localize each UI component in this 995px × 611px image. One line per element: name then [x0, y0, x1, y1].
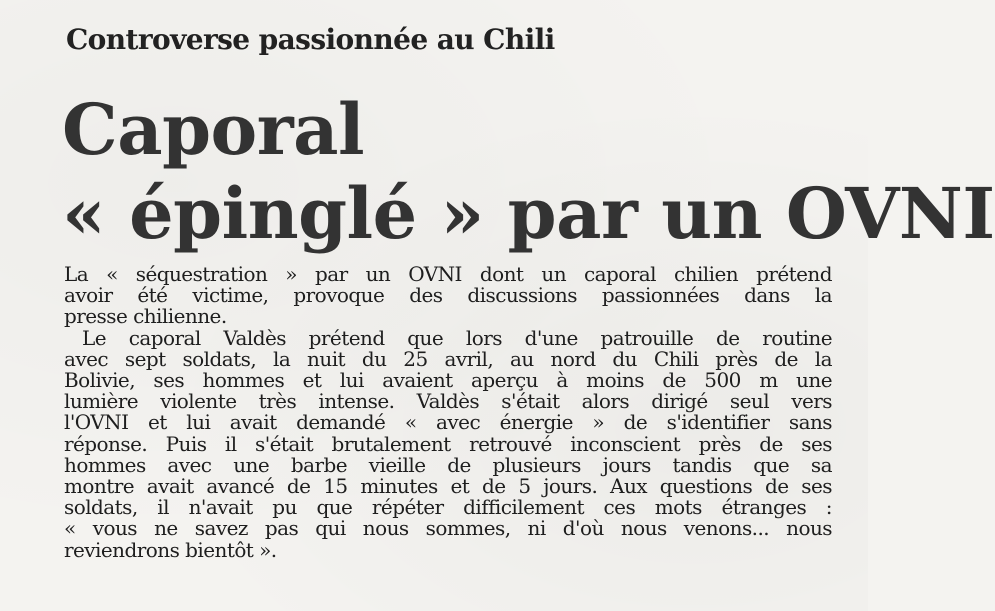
text-line: presse chilienne. — [64, 304, 227, 329]
text-line: La « séquestration » par un OVNI dont un caporal chilien prétend — [64, 262, 832, 286]
headline — [62, 88, 995, 256]
text-line: Le caporal Valdès prétend que lors d'une patrouille de routine — [82, 325, 832, 350]
text-line: l'OVNI et lui avait demandé « avec énergie » de s'identifier sans — [64, 410, 832, 435]
text-line: avec sept soldats, la nuit du 25 avril, au nord du Chili près de la — [64, 346, 832, 371]
text-line: lumière violente très intense. Valdès s'était alors dirigé seul vers — [64, 389, 832, 414]
article-body — [64, 264, 832, 561]
text-line: « vous ne savez pas qui nous sommes, ni d'où nous venons... nous — [64, 516, 832, 541]
text-line: hommes avec une barbe vieille de plusieurs jours tandis que sa — [64, 452, 832, 477]
headline-line-1: Caporal — [62, 88, 365, 171]
text-line: Bolivie, ses hommes et lui avaient aperçu à moins de 500 m une — [64, 368, 832, 393]
text-line: avoir été victime, provoque des discussions passionnées dans la — [64, 283, 832, 308]
text-line: reviendrons bientôt ». — [64, 537, 277, 562]
text-line: soldats, il n'avait pu que répéter difficilement ces mots étranges : — [64, 495, 832, 520]
text-line: réponse. Puis il s'était brutalement retrouvé inconscient près de ses — [64, 431, 832, 456]
kicker-heading: Controverse passionnée au Chili — [66, 23, 555, 56]
headline-line-2: « épinglé » par un OVNI — [62, 172, 995, 255]
text-line: montre avait avancé de 15 minutes et de 5 jours. Aux questions de ses — [64, 474, 832, 499]
